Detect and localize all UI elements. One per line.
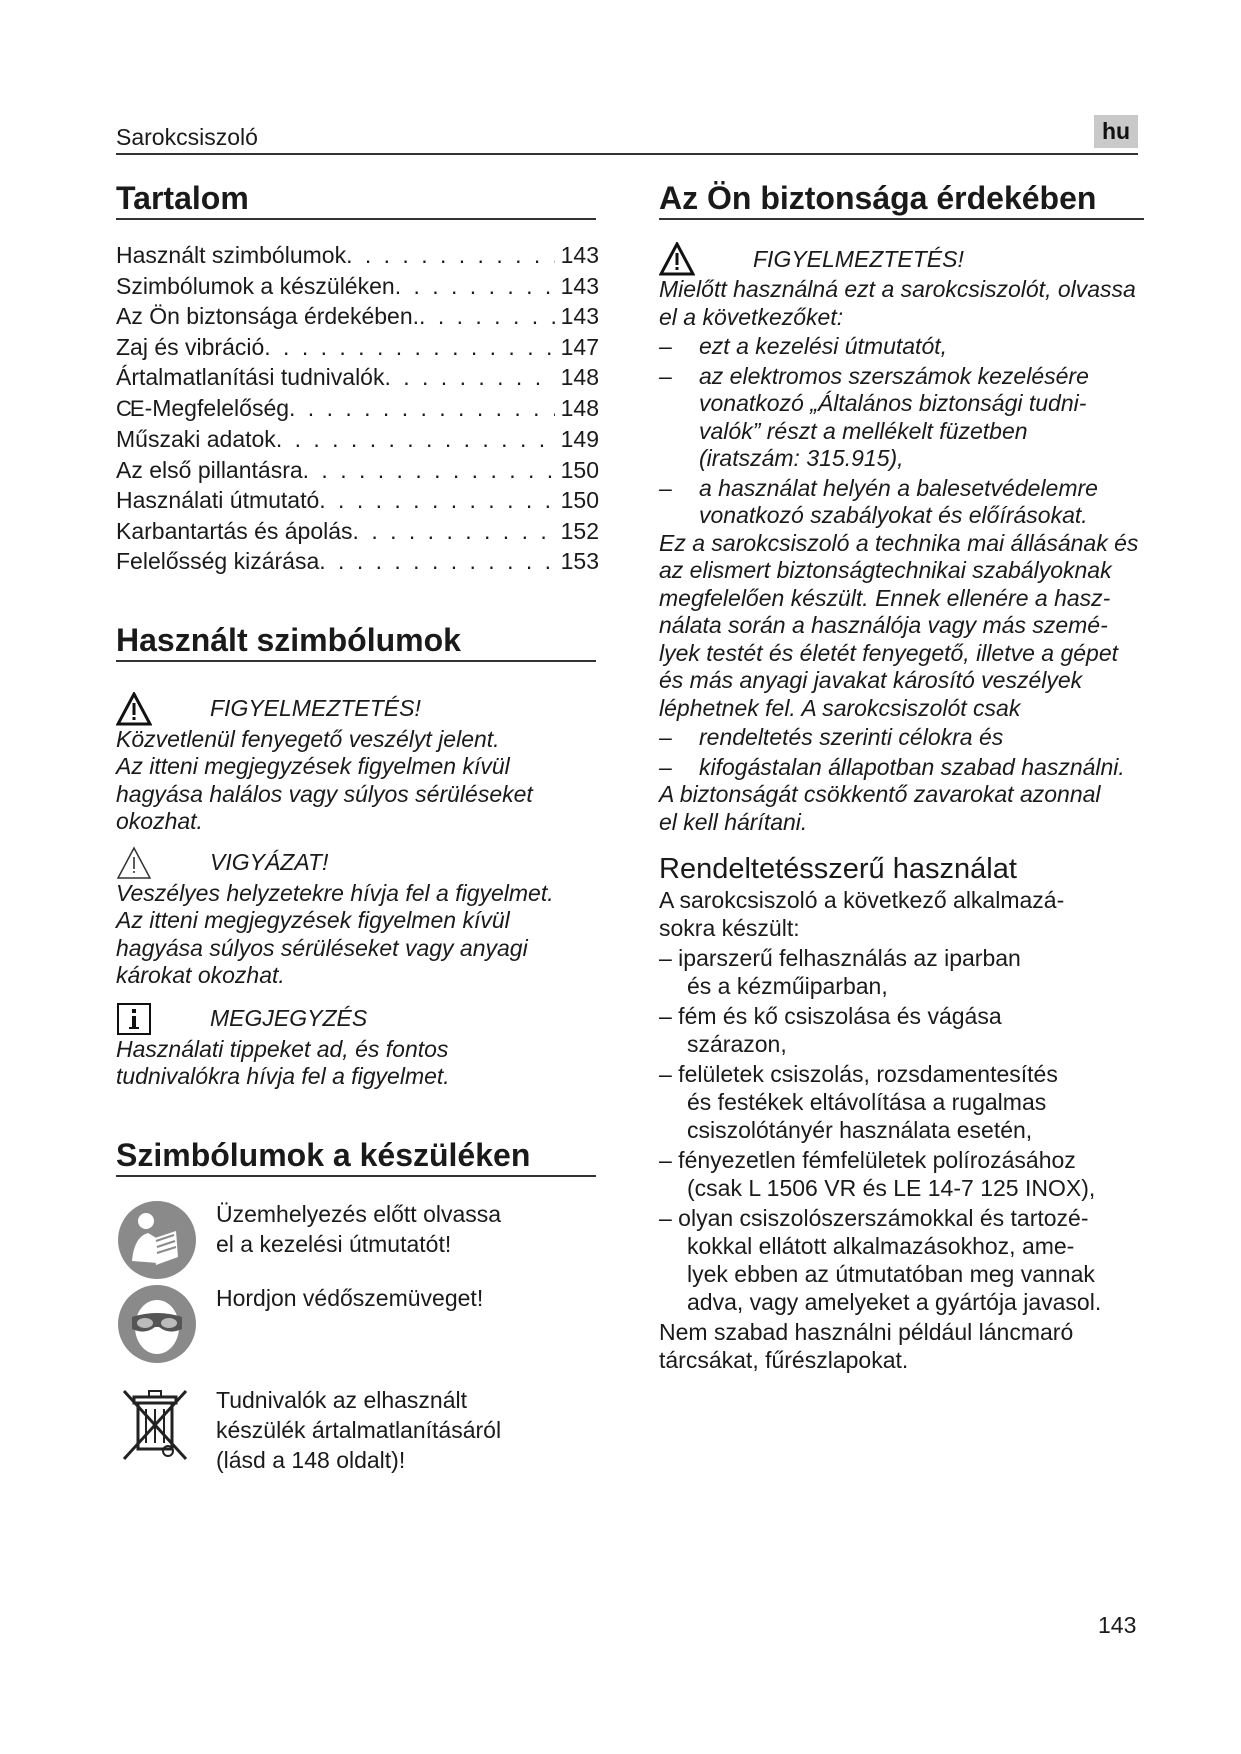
intended-use-heading: Rendeltetésszerű használat [659, 853, 1017, 885]
safety-warning-label: FIGYELMEZTETÉS! [753, 245, 964, 272]
read-manual-icon [116, 1199, 198, 1281]
warning-description: Közvetlenül fenyegető veszélyt jelent. Az itteni megjegyzések figyelmen kívül hagyása halálos vagy súlyos sérüléseket okozhat. [116, 725, 533, 834]
symbols-used-heading: Használt szimbólumok [116, 620, 596, 662]
safety-warning-header [659, 242, 1149, 276]
list-item: – ezt a kezelési útmutatót, [659, 333, 948, 359]
warning-label: FIGYELMEZTETÉS! [210, 695, 421, 721]
list-item: – a használat helyén a balesetvédelemre vonatkozó szabályokat és előírásokat. [659, 474, 1098, 528]
table-of-contents [116, 240, 599, 577]
toc-item[interactable]: Használati útmutató . . . 150 [116, 485, 599, 516]
header-divider [116, 153, 1138, 155]
toc-item[interactable]: Szimbólumok a készüléken . . . 143 [116, 271, 599, 302]
caution-description: Veszélyes helyzetekre hívja fel a figyelmet. Az itteni megjegyzések figyelmen kívül hagyása súlyos sérüléseket vagy anyagi károkat okozhat. [116, 879, 554, 988]
warning-notice-header [116, 692, 596, 726]
toc-item[interactable]: Zaj és vibráció . . . 147 [116, 332, 599, 363]
warning-triangle-icon [116, 692, 152, 726]
toc-item[interactable]: Műszaki adatok . . . 149 [116, 424, 599, 455]
left-column [116, 178, 599, 1475]
list-item: – olyan csiszolószerszámokkal és tartozé- kokkal ellátott alkalmazásokhoz, ame- lyek ebben az útmutatóban meg vannak adva, vagy amelyeket a gyártója javasol. [659, 1205, 1102, 1315]
running-header-title: Sarokcsiszoló [116, 124, 258, 150]
caution-notice-header [116, 846, 596, 880]
list-item: – rendeltetés szerinti célokra és [659, 724, 1004, 750]
toc-item[interactable]: Az első pillantásra . . . 150 [116, 455, 599, 486]
caution-label: VIGYÁZAT! [210, 849, 329, 875]
note-label: MEGJEGYZÉS [210, 1005, 368, 1031]
intended-use-intro: A sarokcsiszoló a következő alkalmazá- sokra készült: [659, 887, 1065, 941]
device-symbol-item: Tudnivalók az elhasznált készülék ártalmatlanításáról (lásd a 148 oldalt)! [116, 1385, 596, 1475]
page-number: 143 [1098, 1612, 1137, 1638]
safety-reading-list [659, 333, 1149, 530]
note-description: Használati tippeket ad, és fontos tudnivalókra hívja fel a figyelmet. [116, 1035, 450, 1089]
toc-item[interactable]: Ártalmatlanítási tudnivalók . . . 148 [116, 362, 599, 393]
list-item: – kifogástalan állapotban szabad használni. [659, 753, 1125, 780]
intended-use-list [659, 944, 1149, 1316]
list-item: – iparszerű felhasználás az iparban és a kézműiparban, [659, 945, 1021, 999]
list-item: – az elektromos szerszámok kezelésére vonatkozó „Általános biztonsági tudni- valók” részt a mellékelt füzetben (iratszám: 315.915), [659, 362, 1089, 471]
safety-heading: Az Ön biztonsága érdekében [659, 178, 1144, 220]
safety-goggles-icon [116, 1283, 198, 1365]
device-symbol-item: Üzemhelyezés előtt olvassa el a kezelési útmutatót! [116, 1199, 596, 1281]
toc-heading: Tartalom [116, 178, 596, 220]
device-symbol-item: Hordjon védőszemüveget! [116, 1283, 596, 1365]
toc-item[interactable]: Karbantartás és ápolás . . . 152 [116, 516, 599, 547]
list-item: – fém és kő csiszolása és vágása szárazon, [659, 1003, 1002, 1057]
warning-triangle-icon [659, 242, 695, 276]
toc-item[interactable]: Használt szimbólumok . . . 143 [116, 240, 599, 271]
list-item: – felületek csiszolás, rozsdamentesítés és festékek eltávolítása a rugalmas csiszolótányér használata esetén, [659, 1061, 1058, 1143]
toc-item[interactable]: Felelősség kizárása . . . 153 [116, 546, 599, 577]
language-badge: hu [1094, 115, 1138, 148]
safety-conditions-list [659, 724, 1149, 781]
crossed-bin-icon [116, 1385, 198, 1467]
ce-mark-icon: CE [116, 395, 143, 421]
info-icon [116, 1002, 152, 1036]
right-column [659, 178, 1149, 1374]
safety-closing: A biztonságát csökkentő zavarokat azonnal el kell hárítani. [659, 781, 1101, 835]
toc-item[interactable]: CE-Megfelelőség . . . 148 [116, 393, 599, 425]
note-notice-header [116, 1002, 596, 1036]
caution-triangle-icon [116, 846, 152, 880]
toc-item[interactable]: Az Ön biztonsága érdekében. . . . 143 [116, 301, 599, 332]
intended-use-closing: Nem szabad használni például láncmaró tárcsákat, fűrészlapokat. [659, 1319, 1074, 1373]
safety-body: Ez a sarokcsiszoló a technika mai állásának és az elismert biztonságtechnikai szabályoknak megfelelően készült. Ennek ellenére a hasz- nálata során a használója vagy más szemé- lyek testét és életét fenyegető, illetve a gépet és más anyagi javakat károsító veszélyek léphetnek fel. A sarokcsiszolót csak [659, 529, 1139, 721]
safety-intro: Mielőtt használná ezt a sarokcsiszolót, olvassa el a következőket: [659, 276, 1136, 330]
list-item: – fényezetlen fémfelületek polírozásához (csak L 1506 VR és LE 14-7 125 INOX), [659, 1147, 1096, 1201]
device-symbols-heading: Szimbólumok a készüléken [116, 1135, 596, 1177]
